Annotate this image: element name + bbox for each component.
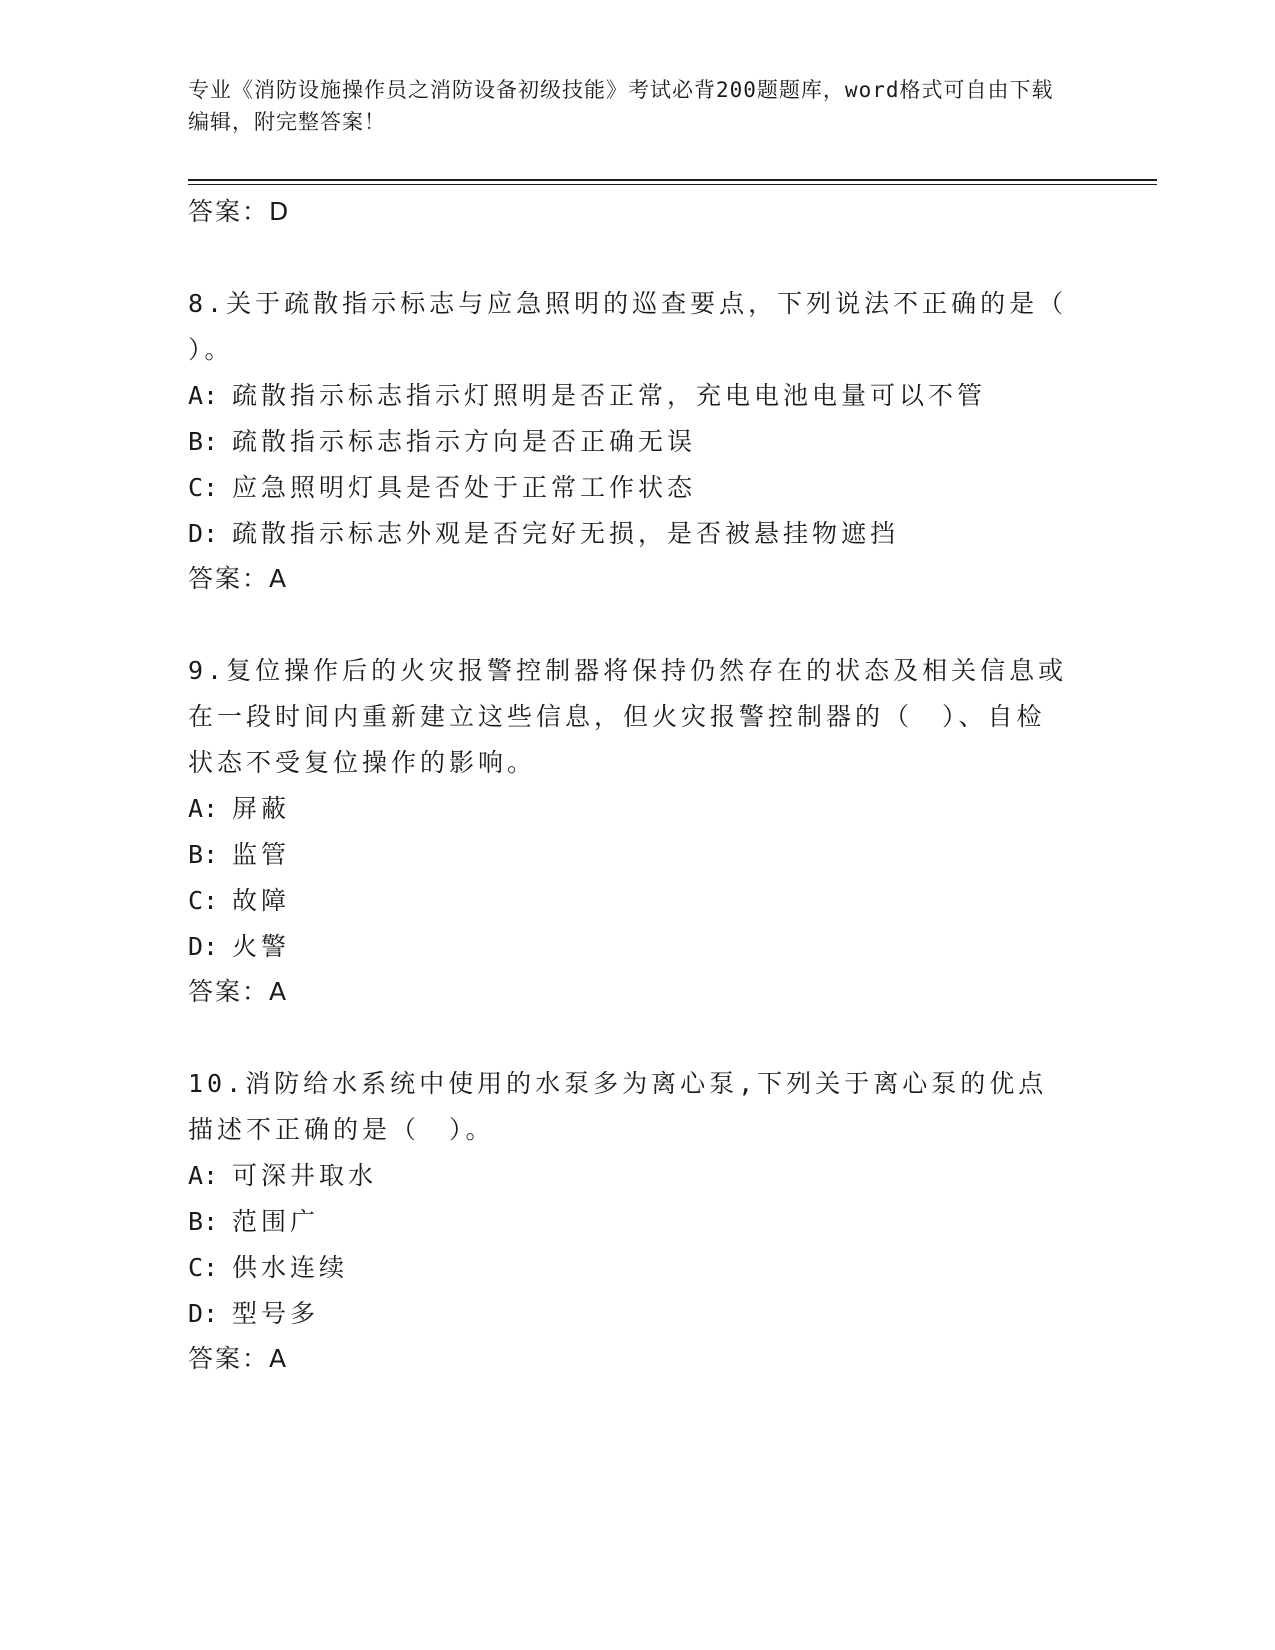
option-letter: A:	[188, 381, 219, 410]
option-text: 范围广	[232, 1207, 320, 1236]
option-text: 型号多	[232, 1299, 320, 1328]
option-letter: B:	[188, 840, 219, 869]
option-text: 供水连续	[232, 1253, 349, 1282]
document-header: 专业《消防设施操作员之消防设备初级技能》考试必背200题题库，word格式可自由下载编辑，附完整答案！	[188, 78, 1054, 134]
previous-answer: 答案：D	[188, 197, 291, 226]
question-answer: 答案：A	[188, 564, 289, 593]
option-d	[188, 924, 1068, 970]
question-answer: 答案：A	[188, 977, 289, 1006]
question-block	[188, 281, 1068, 601]
option-letter: A:	[188, 1161, 219, 1190]
option-text: 监管	[232, 840, 291, 869]
option-letter: D:	[188, 1299, 219, 1328]
option-text: 火警	[232, 932, 291, 961]
option-letter: C:	[188, 473, 219, 502]
option-letter: C:	[188, 886, 219, 915]
option-letter: B:	[188, 1207, 219, 1236]
option-letter: D:	[188, 932, 219, 961]
question-answer: 答案：A	[188, 1344, 289, 1373]
option-c	[188, 878, 1068, 924]
option-a	[188, 1153, 1068, 1199]
option-letter: C:	[188, 1253, 219, 1282]
header-rule-thin	[188, 184, 1157, 185]
option-a	[188, 373, 1068, 419]
option-c	[188, 465, 1068, 511]
question-stem: 9.复位操作后的火灾报警控制器将保持仍然存在的状态及相关信息或在一段时间内重新建立这些信息，但火灾报警控制器的（ ）、自检状态不受复位操作的影响。	[188, 656, 1068, 777]
option-b	[188, 832, 1068, 878]
question-stem: 10.消防给水系统中使用的水泵多为离心泵,下列关于离心泵的优点描述不正确的是（ ）。	[188, 1069, 1048, 1144]
option-text: 疏散指示标志外观是否完好无损，是否被悬挂物遮挡	[232, 519, 900, 548]
option-text: 疏散指示标志指示灯照明是否正常，充电电池电量可以不管	[232, 381, 987, 410]
option-text: 屏蔽	[232, 794, 291, 823]
question-block	[188, 1061, 1068, 1381]
option-text: 应急照明灯具是否处于正常工作状态	[232, 473, 697, 502]
option-letter: A:	[188, 794, 219, 823]
option-a	[188, 786, 1068, 832]
option-text: 疏散指示标志指示方向是否正确无误	[232, 427, 697, 456]
option-b	[188, 1199, 1068, 1245]
question-stem: 8.关于疏散指示标志与应急照明的巡查要点，下列说法不正确的是（ ）。	[188, 289, 1068, 364]
option-c	[188, 1245, 1068, 1291]
option-b	[188, 419, 1068, 465]
option-letter: B:	[188, 427, 219, 456]
option-letter: D:	[188, 519, 219, 548]
option-d	[188, 1291, 1068, 1337]
option-d	[188, 511, 1068, 557]
option-text: 故障	[232, 886, 291, 915]
option-text: 可深井取水	[232, 1161, 378, 1190]
header-rule-thick	[188, 179, 1157, 181]
question-block	[188, 648, 1068, 1014]
document-content	[188, 190, 1068, 1381]
